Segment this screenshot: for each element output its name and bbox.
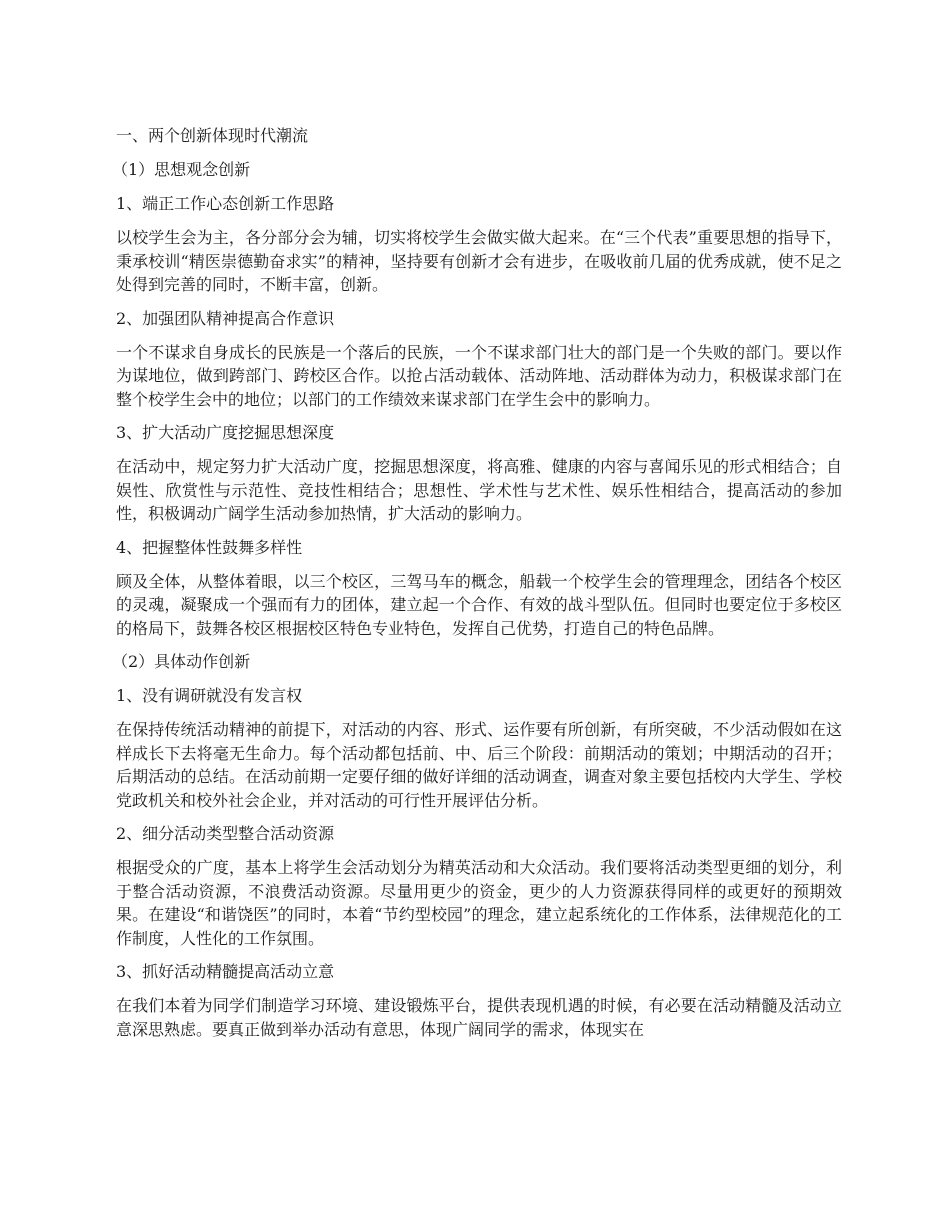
paragraph: 在我们本着为同学们制造学习环境、建设锻炼平台，提供表现机遇的时候，有必要在活动精髓及活动立意深思熟虑。要真正做到举办活动有意思，体现广阔同学的需求，体现实在	[116, 996, 842, 1039]
paragraph: 根据受众的广度，基本上将学生会活动划分为精英活动和大众活动。我们要将活动类型更细的划分，利于整合活动资源，不浪费活动资源。尽量用更少的资金，更少的人力资源获得同样的或更好的预期效果。在建设“和谐饶医”的同时，本着“节约型校园”的理念，建立起系统化的工作体系，法律规范化的工作制度，人性化的工作氛围。	[116, 858, 842, 948]
item-heading: 2、细分活动类型整合活动资源	[116, 824, 335, 843]
item-heading: 1、没有调研就没有发言权	[116, 686, 303, 705]
item-heading: 1、端正工作心态创新工作思路	[116, 194, 335, 213]
item-heading: 4、把握整体性鼓舞多样性	[116, 537, 303, 557]
paragraph: 在活动中，规定努力扩大活动广度，挖掘思想深度，将高雅、健康的内容与喜闻乐见的形式相结合；自娱性、欣赏性与示范性、竞技性相结合；思想性、学术性与艺术性、娱乐性相结合，提高活动的参加性，积极调动广阔学生活动参加热情，扩大活动的影响力。	[116, 457, 842, 523]
item-heading: 3、抓好活动精髓提高活动立意	[116, 962, 335, 981]
item-heading: 3、扩大活动广度挖掘思想深度	[116, 423, 335, 442]
paragraph: 以校学生会为主，各分部分会为辅，切实将校学生会做实做大起来。在“三个代表”重要思想的指导下，秉承校训“精医崇德勤奋求实”的精神，坚持要有创新才会有进步，在吸收前几届的优秀成就，使不足之处得到完善的同时，不断丰富，创新。	[116, 228, 842, 294]
paragraph: 在保持传统活动精神的前提下，对活动的内容、形式、运作要有所创新，有所突破，不少活动假如在这样成长下去将毫无生命力。每个活动都包括前、中、后三个阶段：前期活动的策划；中期活动的召开；后期活动的总结。在活动前期一定要仔细的做好详细的活动调查，调查对象主要包括校内大学生、学校党政机关和校外社会企业，并对活动的可行性开展评估分析。	[116, 720, 842, 810]
paragraph: 顾及全体，从整体着眼，以三个校区，三驾马车的概念，船载一个校学生会的管理理念，团结各个校区的灵魂，凝聚成一个强而有力的团体，建立起一个合作、有效的战斗型队伍。但同时也要定位于多校区的格局下，鼓舞各校区根据校区特色专业特色，发挥自己优势，打造自己的特色品牌。	[116, 571, 842, 638]
paragraph: 一个不谋求自身成长的民族是一个落后的民族，一个不谋求部门壮大的部门是一个失败的部门。要以作为谋地位，做到跨部门、跨校区合作。以抢占活动载体、活动阵地、活动群体为动力，积极谋求部门在整个校学生会中的地位；以部门的工作绩效来谋求部门在学生会中的影响力。	[116, 342, 842, 409]
item-heading: 2、加强团队精神提高合作意识	[116, 308, 335, 328]
subsection-heading: （2）具体动作创新	[112, 652, 251, 671]
subsection-heading: （1）思想观念创新	[112, 160, 251, 179]
section-heading: 一、两个创新体现时代潮流	[116, 126, 309, 145]
document-body	[112, 124, 842, 1051]
